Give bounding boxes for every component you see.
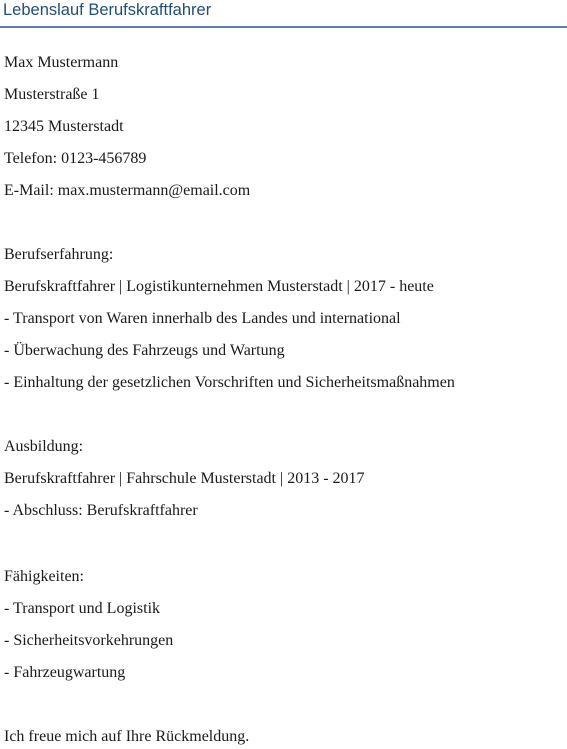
contact-street: Musterstraße 1 [4,86,100,103]
experience-item: - Transport von Waren innerhalb des Landes und international [4,310,401,327]
skills-item: - Fahrzeugwartung [4,664,126,681]
education-entry: Berufskraftfahrer | Fahrschule Musterstadt | 2013 - 2017 [4,470,365,487]
closing-text: Ich freue mich auf Ihre Rückmeldung. [4,728,250,745]
skills-heading: Fähigkeiten: [4,568,84,585]
experience-item: - Einhaltung der gesetzlichen Vorschriften und Sicherheitsmaßnahmen [4,374,455,391]
experience-position: Berufskraftfahrer | Logistikunternehmen Musterstadt | 2017 - heute [4,278,434,295]
document-title: Lebenslauf Berufskraftfahrer [3,1,212,19]
contact-phone: Telefon: 0123-456789 [4,150,147,167]
skills-item: - Sicherheitsvorkehrungen [4,632,174,649]
title-divider [0,26,567,28]
experience-heading: Berufserfahrung: [4,246,114,263]
education-heading: Ausbildung: [4,438,84,455]
contact-city: 12345 Musterstadt [4,118,124,135]
contact-email: E-Mail: max.mustermann@email.com [4,182,251,199]
education-item: - Abschluss: Berufskraftfahrer [4,502,198,519]
skills-item: - Transport und Logistik [4,600,161,617]
experience-item: - Überwachung des Fahrzeugs und Wartung [4,342,285,359]
contact-name: Max Mustermann [4,54,119,71]
